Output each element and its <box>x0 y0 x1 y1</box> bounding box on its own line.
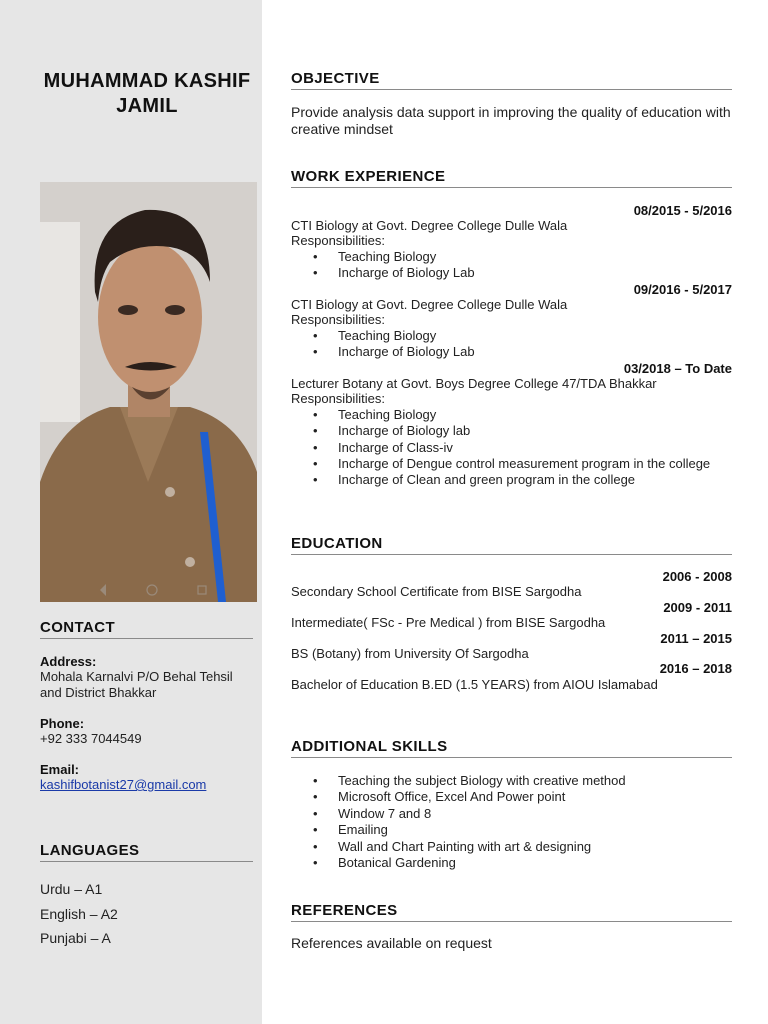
job-resp-list <box>291 407 711 488</box>
list-item: • Incharge of Class-iv <box>291 440 711 456</box>
job-resp-label: Responsibilities: <box>291 391 385 406</box>
job-title: CTI Biology at Govt. Degree College Dulle Wala <box>291 218 568 233</box>
references-heading: REFERENCES <box>291 902 732 922</box>
job-resp-label: Responsibilities: <box>291 312 385 327</box>
list-item: • Teaching Biology <box>291 407 711 423</box>
education-dates: 2009 - 2011 <box>663 600 732 615</box>
list-item: • Wall and Chart Painting with art & designing <box>291 839 732 855</box>
list-item: • Microsoft Office, Excel And Power point <box>291 789 732 805</box>
person-portrait-icon <box>40 182 257 602</box>
job-resp-list <box>291 249 732 282</box>
list-item: • Incharge of Dengue control measurement program in the college <box>291 456 711 472</box>
education-heading: EDUCATION <box>291 535 732 555</box>
list-item: • Teaching Biology <box>291 249 732 265</box>
job-dates: 08/2015 - 5/2016 <box>633 203 732 218</box>
candidate-name: MUHAMMAD KASHIF JAMIL <box>43 70 251 117</box>
education-item: Intermediate( FSc - Pre Medical ) from BISE Sargodha <box>291 615 606 630</box>
job-title: Lecturer Botany at Govt. Boys Degree College 47/TDA Bhakkar <box>291 376 657 391</box>
list-item: • Window 7 and 8 <box>291 806 732 822</box>
skills-heading: ADDITIONAL SKILLS <box>291 738 732 758</box>
language-item: Urdu – A1 <box>40 881 103 897</box>
list-item: • Incharge of Biology lab <box>291 423 711 439</box>
list-item: • Incharge of Biology Lab <box>291 265 732 281</box>
list-item: • Teaching Biology <box>291 328 732 344</box>
profile-photo <box>40 182 257 602</box>
list-item: • Incharge of Biology Lab <box>291 344 732 360</box>
job-dates: 03/2018 – To Date <box>623 361 732 376</box>
list-item: • Incharge of Clean and green program in the college <box>291 472 711 488</box>
objective-heading: OBJECTIVE <box>291 70 732 90</box>
job-title: CTI Biology at Govt. Degree College Dulle Wala <box>291 297 568 312</box>
address-label: Address: <box>40 654 97 669</box>
list-item: • Teaching the subject Biology with creative method <box>291 773 732 789</box>
objective-text: Provide analysis data support in improving the quality of education with creative mindset <box>291 104 731 137</box>
job-dates: 09/2016 - 5/2017 <box>633 282 732 297</box>
language-item: Punjabi – A <box>40 930 111 946</box>
job-resp-list <box>291 328 732 361</box>
education-dates: 2006 - 2008 <box>662 569 732 584</box>
language-item: English – A2 <box>40 906 118 922</box>
phone-value: +92 333 7044549 <box>40 731 142 746</box>
list-item: • Emailing <box>291 822 732 838</box>
references-text: References available on request <box>291 935 492 951</box>
education-dates: 2016 – 2018 <box>659 661 732 676</box>
education-item: Secondary School Certificate from BISE Sargodha <box>291 584 582 599</box>
list-item: • Botanical Gardening <box>291 855 732 871</box>
skills-list <box>291 773 732 871</box>
address-value: Mohala Karnalvi P/O Behal Tehsil and District Bhakkar <box>40 669 233 700</box>
email-label: Email: <box>40 762 80 777</box>
email-link[interactable]: kashifbotanist27@gmail.com <box>40 777 207 792</box>
job-resp-label: Responsibilities: <box>291 233 385 248</box>
contact-heading: CONTACT <box>40 619 253 639</box>
work-heading: WORK EXPERIENCE <box>291 168 732 188</box>
phone-label: Phone: <box>40 716 85 731</box>
languages-heading: LANGUAGES <box>40 842 253 862</box>
education-item: Bachelor of Education B.ED (1.5 YEARS) from AIOU Islamabad <box>291 677 658 692</box>
education-dates: 2011 – 2015 <box>660 631 732 646</box>
education-item: BS (Botany) from University Of Sargodha <box>291 646 529 661</box>
